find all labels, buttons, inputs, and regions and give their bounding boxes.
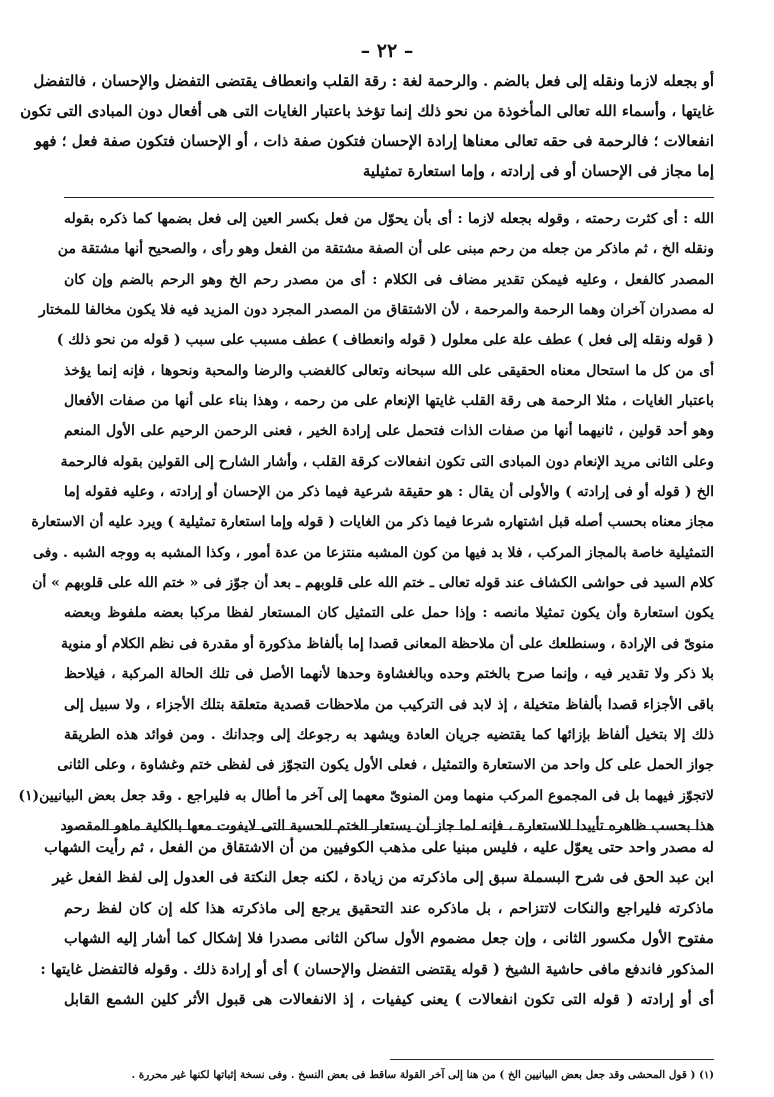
gloss-line: له مصدر واحد حتى يعوّل عليه ، فليس مبنيا على مذهب الكوفيين من أن الاشتقاق من الفعل ، ثم رأيت الشهاب bbox=[44, 839, 714, 856]
commentary-line: الخ ( قوله أو فى إرادته ) والأولى أن يقال : هو حقيقة شرعية فيما ذكر من الإحسان أو إرادته ، وعليه فقوله إما bbox=[64, 484, 714, 501]
commentary-line: المصدر كالفعل ، وعليه فيمكن تقدير مضاف فى الكلام : أى من مصدر رحم الخ وهو الرحم بالضم وإن كان bbox=[64, 271, 714, 288]
commentary-line: التمثيلية خاصة بالمجاز المركب ، فلا بد فيها من كون المشبه منتزعا من عدة أمور ، وكذا المشبه به ووجه الشبه . وفى bbox=[32, 544, 714, 561]
commentary-line: أى من كل ما استحال معناه الحقيقى على الله سبحانه وتعالى كالغضب والرضا والمحبة ونحوها ، فإنه إنما يؤخذ bbox=[64, 362, 714, 379]
commentary-divider bbox=[64, 829, 714, 830]
commentary-line: باعتبار الغايات ، مثلا الرحمة هى رقة القلب غايتها الإنعام على من رحمه ، وهذا بناء على أنها من صفات الأفعال bbox=[64, 393, 715, 410]
commentary-line: منوىّ فى الإرادة ، وسنطلعك على أن ملاحظة المعانى قصدا إما بألفاظ مذكورة أو مقدرة فى نظم الكلام أو منوية bbox=[61, 635, 714, 652]
commentary-line: مجاز معناه بحسب أصله قبل اشتهاره شرعا فيما ذكر من الغايات ( قوله وإما استعارة تمثيلية ) ويرد عليه أن الاستعارة bbox=[31, 514, 714, 531]
commentary-line: هذا بحسب ظاهره تأييدا للاستعارة ، فإنه لما جاز أن يستعار الختم للحسية التى لايفوت معها بالكلية ماهو المقصود bbox=[60, 817, 714, 834]
footnote bbox=[64, 1065, 714, 1086]
commentary-line: الله : أى كثرت رحمته ، وقوله بجعله لازما : أى بأن يحوّل من فعل بكسر العين إلى فعل بضمها كما ذكره بقوله bbox=[64, 211, 714, 227]
commentary-line: لاتجوّز فيهما بل فى المجموع المركب منهما ومن المنوىّ معهما إلى آخر ما أطال به فليراجع . وقد جعل بعض البيانيين(١) bbox=[18, 787, 714, 804]
commentary-text bbox=[18, 204, 715, 841]
gloss-text bbox=[40, 833, 714, 1015]
main-text-line: أو بجعله لازما ونقله إلى فعل بالضم . والرحمة لغة : رقة القلب وانعطاف يقتضى التفضل والإحسان ، فالتفضل bbox=[33, 72, 714, 90]
gloss-line: أى أو إرادته ( قوله التى تكون انفعالات ) يعنى كيفيات ، إذ الانفعالات هى قبول الأثر كلين الشمع القابل bbox=[64, 990, 714, 1008]
commentary-line: كلام السيد فى حواشى الكشاف عند قوله تعالى ـ ختم الله على قلوبهم ـ بعد أن جوّز فى « ختم الله على قلوبهم » أن bbox=[32, 575, 714, 592]
footnote-marker: (١) bbox=[699, 1070, 714, 1081]
main-text-line: انفعالات ؛ فالرحمة فى حقه تعالى معناها إرادة الإحسان فتكون صفة ذات ، أو الإحسان فتكون صفة فعل ؛ فهو bbox=[34, 132, 714, 150]
commentary-line: يكون استعارة وأن يكون تمثيلا مانصه : وإذا حمل على التمثيل كان المستعار لفظا مركبا بعضه ملفوظ وبعضه bbox=[64, 605, 714, 622]
gloss-line: المذكور فاندفع مافى حاشية الشيخ ( قوله يقتضى التفضل والإحسان ) أى أو إرادة ذلك . وقوله فالتفضل غايتها : bbox=[40, 960, 714, 978]
main-text-line: غايتها ، وأسماء الله تعالى المأخوذة من نحو ذلك إنما تؤخذ باعتبار الغايات التى هى أفعال دون المبادى التى تكون bbox=[20, 102, 714, 120]
main-text bbox=[20, 66, 714, 186]
footnote-divider bbox=[390, 1059, 714, 1060]
main-text-divider bbox=[64, 197, 714, 198]
main-text-line: إما مجاز فى الإحسان أو فى إرادته ، وإما استعارة تمثيلية bbox=[362, 162, 714, 180]
commentary-line: وهو أحد قولين ، ثانيهما أنها من صفات الذات فتحمل على إرادة الخير ، فعنى الرحمن الرحيم على الأول المنعم bbox=[64, 423, 714, 440]
commentary-line: ونقله الخ ، ثم ماذكر من جعله من رحم مبنى على أن الصفة مشتقة من الفعل وهو رأى ، والصحيح أنها مشتقة من bbox=[57, 241, 714, 258]
commentary-line: وعلى الثانى مريد الإنعام دون المبادى التى تكون انفعالات كرقة القلب ، وأشار الشارح إلى القولين بقوله فالرحمة bbox=[60, 453, 714, 470]
commentary-line: له مصدران آخران وهما الرحمة والمرحمة ، لأن الاشتقاق من المصدر المجرد دون المزيد فيه فلا يكون مخالفا للمختار bbox=[38, 302, 714, 319]
commentary-line: ذلك إلا بتخيل ألفاظ بإزائها كما يقتضيه جريان العادة ويشهد به رجوعك إلى وجدانك . ومن فوائد هذه الطريقة bbox=[64, 726, 714, 743]
footnote-text: ( قول المحشى وقد جعل بعض البيانيين الخ ) من هنا إلى آخر القولة ساقط فى بعض النسخ . وفى نسخة إثباتها لكنها غير محررة . bbox=[131, 1069, 696, 1081]
gloss-line: مفتوح الأول مكسور الثانى ، وإن جعل مضموم الأول ساكن الثانى مصدرا فلا إشكال كما أشار إليه الشهاب bbox=[64, 930, 714, 948]
commentary-line: بلا ذكر ولا تقدير فيه ، وإنما صرح بالختم وحده وبالغشاوة وحدها لأنهما الأصل فى تلك الحالة المركبة ، فيلاحظ bbox=[64, 666, 714, 683]
gloss-line: ماذكرته فليراجع والنكات لاتتزاحم ، بل ماذكره عند التحقيق يرجع إلى ماذكرته هذا كله إن كان لفظ رحم bbox=[64, 899, 714, 917]
page-number: – ٢٢ – bbox=[360, 40, 414, 62]
commentary-line: جواز الحمل على كل واحد من الاستعارة والتمثيل ، فعلى الأول يكون التجوّز فى لفظى ختم وغشاوة ، وعلى الثانى bbox=[57, 757, 714, 774]
commentary-line: ( قوله ونقله إلى فعل ) عطف علة على معلول ( قوله وانعطاف ) عطف مسبب على سبب ( قوله من نحو ذلك ) bbox=[56, 332, 714, 349]
commentary-line: باقى الأجزاء قصدا بألفاظ متخيلة ، إذ لابد فى التركيب من ملاحظات قصدية متعلقة بتلك الأجزاء ، ولا سبيل إلى bbox=[64, 696, 714, 713]
gloss-line: ابن عبد الحق فى شرح البسملة سبق إلى ماذكرته من زيادة ، لكنه جعل النكتة فى العدول إلى لفظ الفعل غير bbox=[52, 869, 714, 887]
